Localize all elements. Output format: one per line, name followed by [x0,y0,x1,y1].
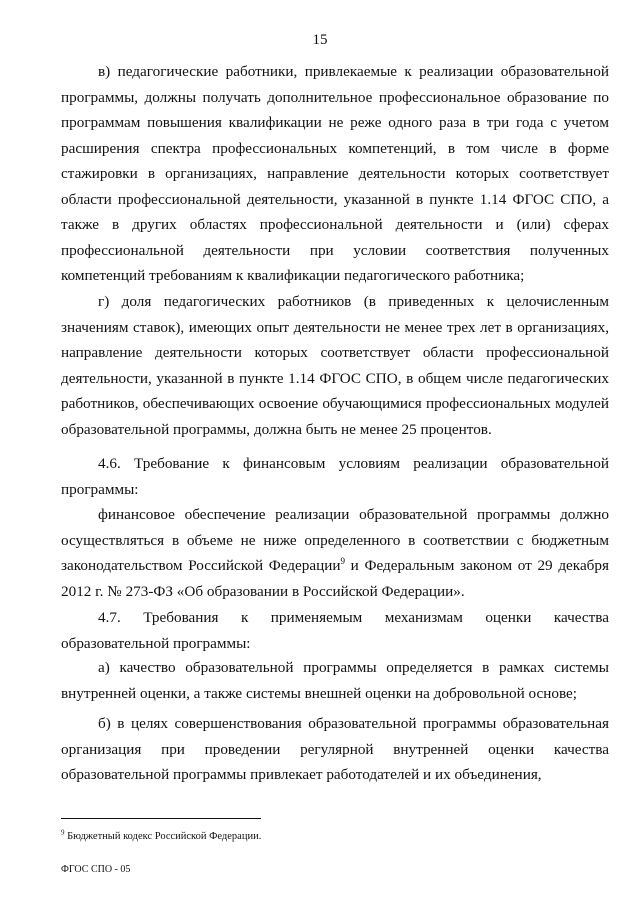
paragraph-b: б) в целях совершенствования образовательной программы образовательная организация при проведении регулярной внутренней оценки качества образовательной программы привлекает работодателей и их объединения, [61,715,609,783]
footnote-divider [61,818,261,819]
section-4-6-heading: 4.6. Требование к финансовым условиям реализации образовательной программы: [61,455,609,498]
footnote [61,830,261,844]
footnote-text: Бюджетный кодекс Российской Федерации. [64,831,262,842]
section-4-7-heading: 4.7. Требования к применяемым механизмам оценки качества образовательной программы: [61,609,609,652]
page-number: 15 [312,32,328,48]
document-footer: ФГОС СПО - 05 [61,864,131,875]
financial-text-start: финансовое обеспечение реализации образовательной программы должно осуществляться в объеме не ниже определенного в соответствии с бюджетным законодательством Российской Федерации [61,506,609,574]
paragraph-a: а) качество образовательной программы определяется в рамках системы внутренней оценки, а также системы внешней оценки на добровольной основе; [61,659,609,702]
paragraph-v: в) педагогические работники, привлекаемые к реализации образовательной программы, должны получать дополнительное профессиональное образование по программам повышения квалификации не реже одного раза в три года с учетом расширения спектра профессиональных компетенций, в том числе в форме стажировки в организациях, направление деятельности которых соответствует области профессиональной деятельности, указанной в пункте 1.14 ФГОС СПО, а также в других областях профессиональной деятельности и (или) сферах профессиональной деятельности при условии соответствия полученных компетенций требованиям к квалификации педагогического работника; [61,63,609,284]
paragraph-g: г) доля педагогических работников (в приведенных к целочисленным значениям ставок), имеющих опыт деятельности не менее трех лет в организациях, направление деятельности которых соответствует области профессиональной деятельности, указанной в пункте 1.14 ФГОС СПО, в общем числе педагогических работников, обеспечивающих освоение обучающимися профессиональных модулей образовательной программы, должна быть не менее 25 процентов. [61,293,609,438]
footnote-reference: 9 [340,555,345,566]
paragraph-financial [61,502,609,604]
financial-text-end: и Федеральным законом от 29 декабря 2012 г. № 273-ФЗ «Об образовании в Российской Федерации». [61,557,609,600]
footnote-marker: 9 [61,828,65,837]
